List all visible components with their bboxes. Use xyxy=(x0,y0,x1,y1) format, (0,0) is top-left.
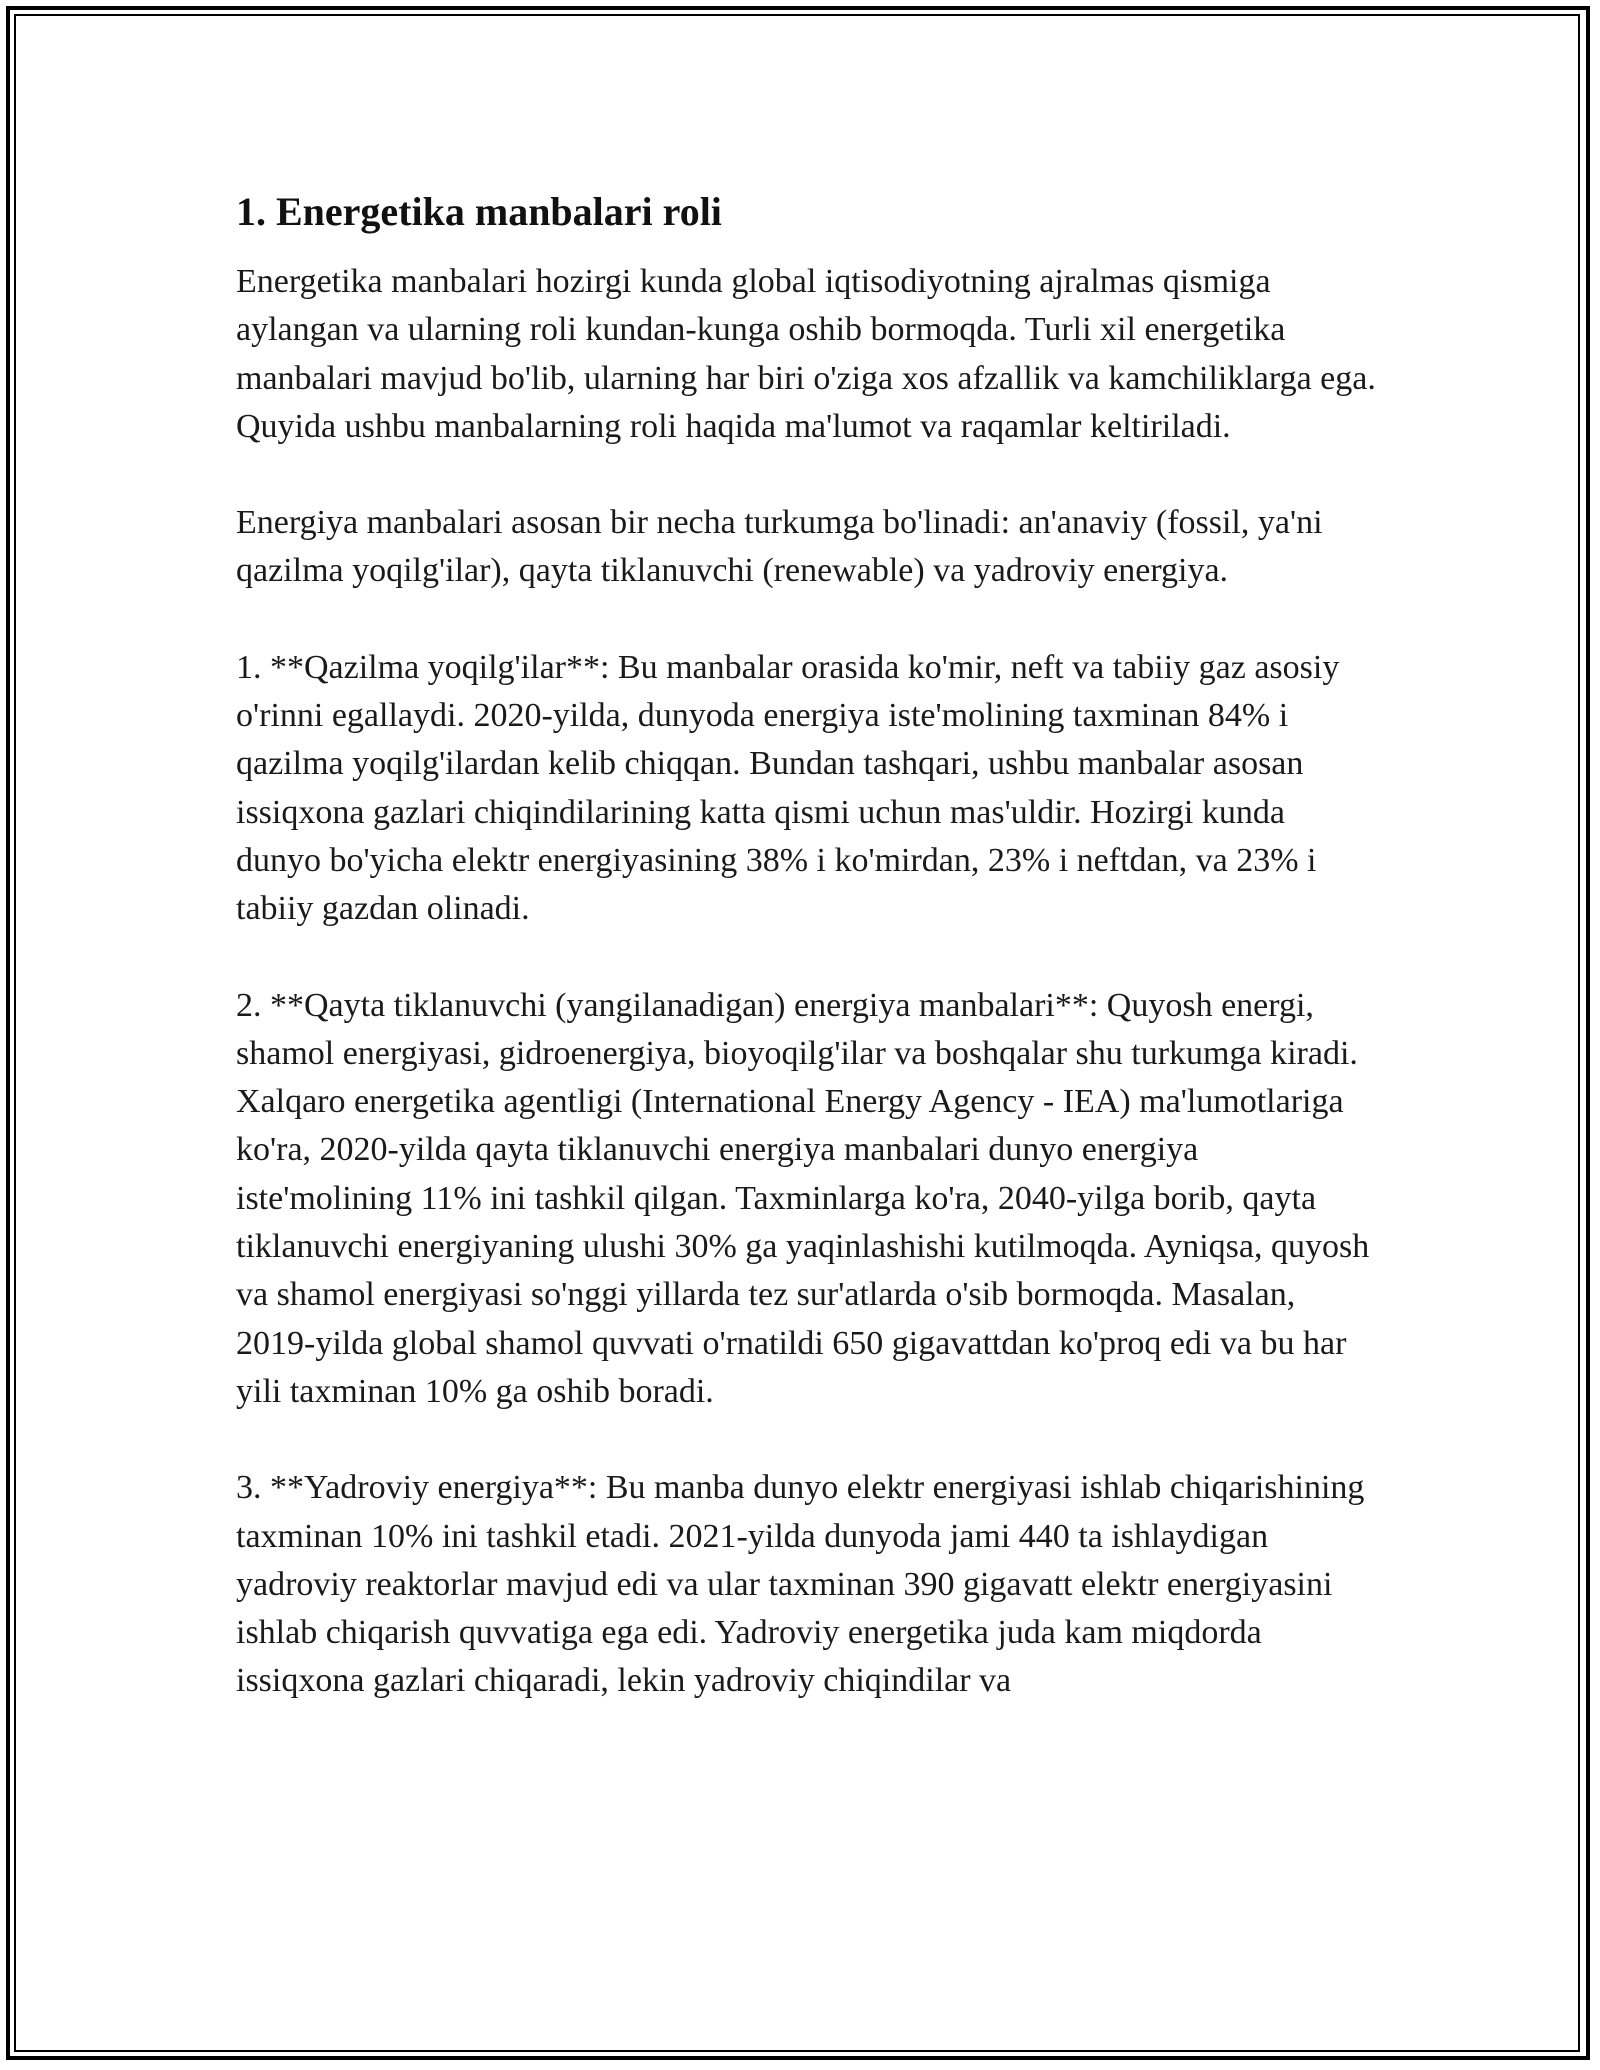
paragraph-nuclear: 3. **Yadroviy energiya**: Bu manba dunyo elektr energiyasi ishlab chiqarishining taxminan 10% ini tashkil etadi. 2021-yilda dunyoda jami 440 ta ishlaydigan yadroviy reaktorlar mavjud edi va ular taxminan 390 gigavatt elektr energiyasini ishlab chiqarish quvvatiga ega edi. Yadroviy energetika juda kam miqdorda issiqxona gazlari chiqaradi, lekin yadroviy chiqindilar va xyxy=(236,1469,1365,1700)
paragraph-fossil-fuels: 1. **Qazilma yoqilg'ilar**: Bu manbalar orasida ko'mir, neft va tabiiy gaz asosiy o'rinni egallaydi. 2020-yilda, dunyoda energiya iste'molining taxminan 84% i qazilma yoqilg'ilardan kelib chiqqan. Bundan tashqari, ushbu manbalar asosan issiqxona gazlari chiqindilarining katta qismi uchun mas'uldir. Hozirgi kunda dunyo bo'yicha elektr energiyasining 38% i ko'mirdan, 23% i neftdan, va 23% i tabiiy gazdan olinadi. xyxy=(236,648,1340,928)
paragraph-intro: Energetika manbalari hozirgi kunda global iqtisodiyotning ajralmas qismiga aylangan va ularning roli kundan-kunga oshib bormoqda. Turli xil energetika manbalari mavjud bo'lib, ularning har biri o'ziga xos afzallik va kamchiliklarga ega. Quyida ushbu manbalarning roli haqida ma'lumot va raqamlar keltiriladi. xyxy=(236,263,1376,445)
document-body xyxy=(236,186,1376,1706)
paragraph-renewables: 2. **Qayta tiklanuvchi (yangilanadigan) energiya manbalari**: Quyosh energi, shamol energiyasi, gidroenergiya, bioyoqilg'ilar va boshqalar shu turkumga kiradi. Xalqaro energetika agentligi (International Energy Agency - IEA) ma'lumotlariga ko'ra, 2020-yilda qayta tiklanuvchi energiya manbalari dunyo energiya iste'molining 11% ini tashkil qilgan. Taxminlarga ko'ra, 2040-yilga borib, qayta tiklanuvchi energiyaning ulushi 30% ga yaqinlashishi kutilmoqda. Ayniqsa, quyosh va shamol energiyasi so'nggi yillarda tez sur'atlarda o'sib bormoqda. Masalan, 2019-yilda global shamol quvvati o'rnatildi 650 gigavattdan ko'proq edi va bu har yili taxminan 10% ga oshib boradi. xyxy=(236,986,1370,1410)
paragraph-categories: Energiya manbalari asosan bir necha turkumga bo'linadi: an'anaviy (fossil, ya'ni qazilma yoqilg'ilar), qayta tiklanuvchi (renewable) va yadroviy energiya. xyxy=(236,504,1323,590)
section-heading: 1. Energetika manbalari roli xyxy=(236,189,722,234)
